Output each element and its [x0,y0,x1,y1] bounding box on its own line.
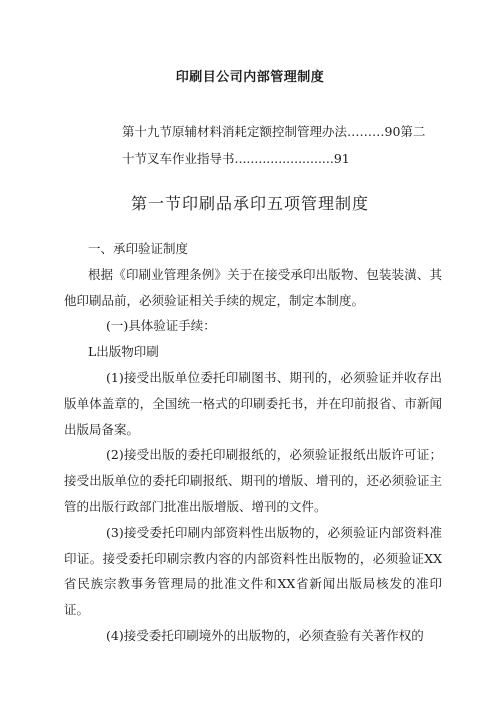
paragraph-intro: 根据《印刷业管理条例》关于在接受承印出版物、包装装潢、其他印刷品前，必须验证相关手续的规定，制定本制度。 [64,266,442,308]
table-of-contents [122,118,442,172]
heading-verification-system: 一、承印验证制度 [88,241,189,256]
paragraph-item-3: (3)接受委托印刷内部资料性出版物的，必须验证内部资料准印证。接受委托印刷宗教内容的内部资料性出版物的，必须验证XX省民族宗教事务管理局的批准文件和XX省新闻出版局核发的准印证。 [64,524,442,618]
document-title: 印刷目公司内部管理制度 [175,70,325,85]
paragraph-item-2: (2)接受出版的委托印刷报纸的，必须验证报纸出版许可证；接受出版单位的委托印刷报纸、期刊的增版、增刊的，还必须验证主管的出版行政部门批准出版增版、增刊的文件。 [64,447,442,514]
section-title: 第一节印刷品承印五项管理制度 [130,194,369,213]
paragraph-item-4: (4)接受委托印刷境外的出版物的，必须查验有关著作权的 [106,627,424,643]
toc-line-1: 第十九节原辅材料消耗定额控制管理办法………90第二 [122,124,426,139]
subheading-procedures: (一)具体验证手续： [106,318,216,334]
subheading-publication-printing: L出版物印刷 [88,344,159,360]
document-body [64,236,442,649]
toc-line-2: 十节叉车作业指导书.........................91 [122,151,350,166]
paragraph-item-1: (1)接受出版单位委托印刷图书、期刊的，必须验证并收存出版单体盖章的，全国统一格式的印刷委托书，并在印前报省、市新闻出版局备案。 [64,369,442,437]
